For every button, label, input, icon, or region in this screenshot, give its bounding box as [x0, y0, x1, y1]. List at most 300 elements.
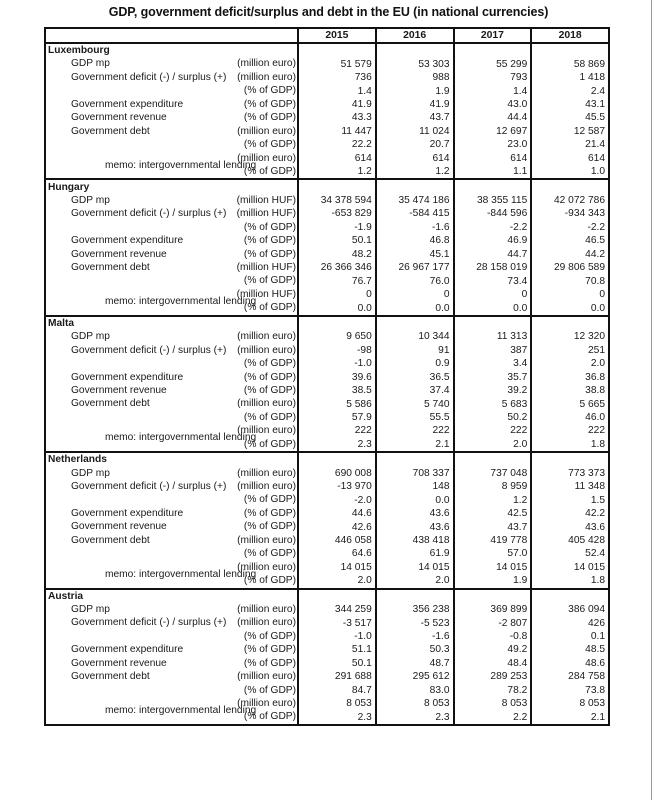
- row-label: memo: intergovernmental lending: [105, 432, 257, 444]
- value-cell: 5 683: [454, 397, 532, 410]
- row-unit: (% of GDP): [243, 657, 296, 669]
- value-cell: 44.2: [531, 248, 609, 261]
- value-cell: 35.7: [454, 371, 532, 384]
- row-label-cell: [45, 165, 298, 179]
- value-cell: 2.3: [376, 710, 454, 724]
- table-row: [45, 507, 609, 520]
- value-cell: 45.1: [376, 248, 454, 261]
- row-label: Government debt: [71, 125, 150, 137]
- value-cell: 78.2: [454, 684, 532, 697]
- value-cell: 51.1: [298, 643, 376, 656]
- value-cell: 43.6: [376, 507, 454, 520]
- value-cell: 39.2: [454, 384, 532, 397]
- empty-cell: [531, 43, 609, 57]
- value-cell: -1.0: [298, 630, 376, 643]
- row-label-cell: [45, 574, 298, 588]
- value-cell: 690 008: [298, 467, 376, 480]
- table-row: [45, 630, 609, 643]
- value-cell: 11 313: [454, 330, 532, 343]
- header-label-cell: [45, 28, 298, 43]
- row-unit: (% of GDP): [243, 630, 296, 642]
- row-label-cell: [45, 438, 298, 452]
- row-label: memo: intergovernmental lending: [105, 159, 257, 171]
- value-cell: 11 447: [298, 125, 376, 138]
- page-title: GDP, government deficit/surplus and debt in the EU (in national currencies): [108, 5, 549, 19]
- row-label: Government deficit (-) / surplus (+): [71, 71, 227, 83]
- row-label-cell: [45, 357, 298, 370]
- table-row: [45, 480, 609, 493]
- row-label-cell: [45, 520, 298, 533]
- table-row: [45, 493, 609, 506]
- empty-cell: [376, 43, 454, 57]
- country-name: Austria: [48, 590, 84, 602]
- value-cell: 9 650: [298, 330, 376, 343]
- value-cell: 43.3: [298, 111, 376, 124]
- value-cell: 38 355 115: [454, 194, 532, 207]
- row-label: Government debt: [71, 534, 150, 546]
- value-cell: 50.2: [454, 411, 532, 424]
- value-cell: 73.8: [531, 684, 609, 697]
- row-label: GDP mp: [71, 58, 110, 70]
- row-label-cell: [45, 344, 298, 357]
- country-row: [45, 43, 609, 57]
- country-section: [45, 179, 609, 315]
- value-cell: 8 053: [376, 697, 454, 710]
- value-cell: 41.9: [376, 98, 454, 111]
- value-cell: 426: [531, 616, 609, 629]
- row-unit: (million euro): [237, 152, 296, 164]
- value-cell: 0.0: [376, 301, 454, 315]
- table-row: [45, 467, 609, 480]
- row-unit: (million euro): [237, 425, 296, 437]
- value-cell: 36.5: [376, 371, 454, 384]
- value-cell: -653 829: [298, 207, 376, 220]
- row-unit: (% of GDP): [243, 711, 296, 723]
- value-cell: 14 015: [454, 561, 532, 574]
- value-cell: 1.1: [454, 165, 532, 179]
- value-cell: 1.2: [376, 165, 454, 179]
- value-cell: -5 523: [376, 616, 454, 629]
- row-label: GDP mp: [71, 467, 110, 479]
- value-cell: 73.4: [454, 274, 532, 287]
- empty-cell: [454, 316, 532, 330]
- row-unit: (million euro): [237, 58, 296, 70]
- row-label-cell: [45, 411, 298, 424]
- row-label-cell: [45, 670, 298, 683]
- value-cell: 222: [298, 424, 376, 437]
- value-cell: 2.0: [454, 438, 532, 452]
- table-row: [45, 616, 609, 629]
- row-unit: (million HUF): [236, 288, 296, 300]
- row-label: Government expenditure: [71, 235, 184, 247]
- row-unit: (% of GDP): [243, 248, 296, 260]
- value-cell: 11 024: [376, 125, 454, 138]
- empty-cell: [298, 316, 376, 330]
- table-row: [45, 234, 609, 247]
- table-row: [45, 301, 609, 315]
- value-cell: 793: [454, 71, 532, 84]
- row-label-cell: [45, 616, 298, 629]
- value-cell: 84.7: [298, 684, 376, 697]
- value-cell: 51 579: [298, 57, 376, 70]
- country-section: [45, 43, 609, 179]
- value-cell: -2.2: [531, 221, 609, 234]
- table-row: [45, 344, 609, 357]
- value-cell: 387: [454, 344, 532, 357]
- empty-cell: [531, 452, 609, 466]
- value-cell: 438 418: [376, 534, 454, 547]
- row-label: Government revenue: [71, 521, 167, 533]
- empty-cell: [531, 589, 609, 603]
- row-label-cell: [45, 138, 298, 151]
- row-label: Government deficit (-) / surplus (+): [71, 344, 227, 356]
- table-row: [45, 221, 609, 234]
- value-cell: 46.5: [531, 234, 609, 247]
- table-row: [45, 684, 609, 697]
- value-cell: 91: [376, 344, 454, 357]
- table-row: [45, 710, 609, 724]
- country-row: [45, 316, 609, 330]
- value-cell: 20.7: [376, 138, 454, 151]
- row-unit: (% of GDP): [243, 438, 296, 450]
- value-cell: 5 665: [531, 397, 609, 410]
- row-label-cell: [45, 547, 298, 560]
- value-cell: 2.0: [376, 574, 454, 588]
- row-label: GDP mp: [71, 331, 110, 343]
- row-label-cell: [45, 261, 298, 274]
- value-cell: -3 517: [298, 616, 376, 629]
- table-row: [45, 411, 609, 424]
- value-cell: 12 697: [454, 125, 532, 138]
- value-cell: 14 015: [376, 561, 454, 574]
- value-cell: 34 378 594: [298, 194, 376, 207]
- value-cell: 5 740: [376, 397, 454, 410]
- value-cell: 284 758: [531, 670, 609, 683]
- value-cell: 29 806 589: [531, 261, 609, 274]
- row-unit: (% of GDP): [243, 494, 296, 506]
- value-cell: 35 474 186: [376, 194, 454, 207]
- row-label: memo: intergovernmental lending: [105, 705, 257, 716]
- value-cell: 83.0: [376, 684, 454, 697]
- value-cell: -0.8: [454, 630, 532, 643]
- table-row: [45, 98, 609, 111]
- table-row: [45, 371, 609, 384]
- value-cell: 48.6: [531, 657, 609, 670]
- country-name: Malta: [48, 317, 75, 329]
- row-unit: (% of GDP): [243, 521, 296, 533]
- row-unit: (% of GDP): [243, 507, 296, 519]
- value-cell: 36.8: [531, 371, 609, 384]
- value-cell: 55 299: [454, 57, 532, 70]
- value-cell: 289 253: [454, 670, 532, 683]
- row-label-cell: [45, 467, 298, 480]
- value-cell: -2 807: [454, 616, 532, 629]
- empty-cell: [298, 179, 376, 193]
- year-header: 2017: [454, 28, 532, 43]
- value-cell: 0: [298, 288, 376, 301]
- row-unit: (million euro): [237, 398, 296, 410]
- row-label-cell: [45, 274, 298, 287]
- row-label: Government revenue: [71, 112, 167, 124]
- value-cell: 708 337: [376, 467, 454, 480]
- value-cell: 1.0: [531, 165, 609, 179]
- row-label-cell: [45, 480, 298, 493]
- value-cell: 14 015: [298, 561, 376, 574]
- value-cell: 2.1: [531, 710, 609, 724]
- row-unit: (% of GDP): [243, 275, 296, 287]
- value-cell: 44.6: [298, 507, 376, 520]
- value-cell: 46.0: [531, 411, 609, 424]
- value-cell: 57.0: [454, 547, 532, 560]
- row-unit: (% of GDP): [243, 575, 296, 587]
- table-row: [45, 125, 609, 138]
- row-unit: (million euro): [237, 561, 296, 573]
- value-cell: -1.6: [376, 630, 454, 643]
- table-row: [45, 111, 609, 124]
- row-label: Government debt: [71, 262, 150, 273]
- empty-cell: [531, 316, 609, 330]
- row-unit: (% of GDP): [243, 139, 296, 151]
- row-unit: (million euro): [237, 603, 296, 615]
- empty-cell: [454, 43, 532, 57]
- row-unit: (million euro): [237, 698, 296, 709]
- value-cell: 48.5: [531, 643, 609, 656]
- value-cell: 76.7: [298, 274, 376, 287]
- row-label-cell: [45, 710, 298, 724]
- value-cell: 614: [454, 152, 532, 165]
- row-label-cell: [45, 397, 298, 410]
- value-cell: 23.0: [454, 138, 532, 151]
- row-label: Government expenditure: [71, 371, 184, 383]
- value-cell: 8 959: [454, 480, 532, 493]
- country-row: [45, 179, 609, 193]
- row-unit: (% of GDP): [243, 644, 296, 656]
- value-cell: 46.9: [454, 234, 532, 247]
- year-header: 2016: [376, 28, 454, 43]
- row-unit: (% of GDP): [243, 165, 296, 177]
- value-cell: 21.4: [531, 138, 609, 151]
- table-row: [45, 603, 609, 616]
- value-cell: 1.4: [454, 84, 532, 97]
- value-cell: 356 238: [376, 603, 454, 616]
- row-unit: (% of GDP): [243, 384, 296, 396]
- row-unit: (% of GDP): [243, 85, 296, 97]
- header-row: [45, 28, 609, 43]
- value-cell: 2.3: [298, 438, 376, 452]
- row-label: Government revenue: [71, 248, 167, 260]
- value-cell: 369 899: [454, 603, 532, 616]
- row-label-cell: [45, 384, 298, 397]
- value-cell: 737 048: [454, 467, 532, 480]
- value-cell: 48.2: [298, 248, 376, 261]
- empty-cell: [454, 179, 532, 193]
- value-cell: 43.6: [376, 520, 454, 533]
- table-row: [45, 57, 609, 70]
- row-label-cell: [45, 657, 298, 670]
- table-row: [45, 643, 609, 656]
- value-cell: 773 373: [531, 467, 609, 480]
- value-cell: 8 053: [531, 697, 609, 710]
- value-cell: 222: [454, 424, 532, 437]
- value-cell: 11 348: [531, 480, 609, 493]
- row-label-cell: [45, 330, 298, 343]
- value-cell: 2.3: [298, 710, 376, 724]
- value-cell: 48.7: [376, 657, 454, 670]
- value-cell: 58 869: [531, 57, 609, 70]
- value-cell: 43.7: [454, 520, 532, 533]
- value-cell: 12 320: [531, 330, 609, 343]
- value-cell: 8 053: [298, 697, 376, 710]
- value-cell: 1.9: [454, 574, 532, 588]
- value-cell: 222: [376, 424, 454, 437]
- value-cell: 2.4: [531, 84, 609, 97]
- value-cell: 614: [531, 152, 609, 165]
- empty-cell: [531, 179, 609, 193]
- value-cell: 0: [376, 288, 454, 301]
- value-cell: 39.6: [298, 371, 376, 384]
- table-row: [45, 697, 609, 710]
- value-cell: 405 428: [531, 534, 609, 547]
- value-cell: 26 366 346: [298, 261, 376, 274]
- table-row: [45, 152, 609, 165]
- row-label-cell: [45, 643, 298, 656]
- row-label-cell: [45, 630, 298, 643]
- value-cell: 2.1: [376, 438, 454, 452]
- row-label: Government expenditure: [71, 98, 184, 110]
- value-cell: 1.8: [531, 438, 609, 452]
- row-label-cell: [45, 125, 298, 138]
- country-section: [45, 316, 609, 452]
- value-cell: 3.4: [454, 357, 532, 370]
- value-cell: 42.2: [531, 507, 609, 520]
- value-cell: -934 343: [531, 207, 609, 220]
- value-cell: 50.3: [376, 643, 454, 656]
- value-cell: -98: [298, 344, 376, 357]
- row-unit: (million euro): [237, 617, 296, 629]
- row-label: GDP mp: [71, 194, 110, 206]
- value-cell: 38.8: [531, 384, 609, 397]
- value-cell: 57.9: [298, 411, 376, 424]
- row-label-cell: [45, 98, 298, 111]
- table-row: [45, 424, 609, 437]
- row-unit: (% of GDP): [243, 371, 296, 383]
- value-cell: 14 015: [531, 561, 609, 574]
- value-cell: -584 415: [376, 207, 454, 220]
- value-cell: 45.5: [531, 111, 609, 124]
- value-cell: 0.0: [298, 301, 376, 315]
- value-cell: 53 303: [376, 57, 454, 70]
- table-row: [45, 194, 609, 207]
- value-cell: 12 587: [531, 125, 609, 138]
- value-cell: 52.4: [531, 547, 609, 560]
- value-cell: 386 094: [531, 603, 609, 616]
- row-label-cell: [45, 194, 298, 207]
- value-cell: 37.4: [376, 384, 454, 397]
- row-label: Government debt: [71, 671, 150, 683]
- value-cell: 42.6: [298, 520, 376, 533]
- value-cell: 55.5: [376, 411, 454, 424]
- value-cell: 614: [298, 152, 376, 165]
- value-cell: -2.0: [298, 493, 376, 506]
- table-row: [45, 534, 609, 547]
- row-label: memo: intergovernmental lending: [105, 295, 257, 307]
- row-unit: (million HUF): [236, 208, 296, 220]
- table-row: [45, 261, 609, 274]
- row-unit: (million HUF): [236, 194, 296, 206]
- value-cell: 251: [531, 344, 609, 357]
- value-cell: 10 344: [376, 330, 454, 343]
- row-label-cell: [45, 697, 298, 716]
- empty-cell: [376, 179, 454, 193]
- value-cell: 41.9: [298, 98, 376, 111]
- row-unit: (% of GDP): [243, 411, 296, 423]
- table-row: [45, 84, 609, 97]
- row-unit: (% of GDP): [243, 302, 296, 314]
- value-cell: 446 058: [298, 534, 376, 547]
- row-label-cell: [45, 561, 298, 580]
- table-row: [45, 330, 609, 343]
- table-row: [45, 397, 609, 410]
- value-cell: 44.4: [454, 111, 532, 124]
- value-cell: 42.5: [454, 507, 532, 520]
- value-cell: -1.0: [298, 357, 376, 370]
- row-label-cell: [45, 71, 298, 84]
- empty-cell: [298, 452, 376, 466]
- value-cell: 46.8: [376, 234, 454, 247]
- country-section: [45, 589, 609, 725]
- row-label-cell: [45, 603, 298, 616]
- year-header: 2018: [531, 28, 609, 43]
- value-cell: 43.7: [376, 111, 454, 124]
- value-cell: 295 612: [376, 670, 454, 683]
- table-row: [45, 670, 609, 683]
- value-cell: 0.1: [531, 630, 609, 643]
- value-cell: 26 967 177: [376, 261, 454, 274]
- value-cell: 1 418: [531, 71, 609, 84]
- value-cell: 28 158 019: [454, 261, 532, 274]
- row-unit: (% of GDP): [243, 235, 296, 247]
- row-label-cell: [45, 234, 298, 247]
- table-row: [45, 71, 609, 84]
- value-cell: 291 688: [298, 670, 376, 683]
- value-cell: -1.9: [298, 221, 376, 234]
- empty-cell: [454, 452, 532, 466]
- country-section: [45, 452, 609, 588]
- country-name: Luxembourg: [48, 45, 110, 57]
- table-row: [45, 520, 609, 533]
- row-label-cell: [45, 684, 298, 697]
- value-cell: 43.6: [531, 520, 609, 533]
- value-cell: -13 970: [298, 480, 376, 493]
- value-cell: 0.0: [454, 301, 532, 315]
- value-cell: 1.2: [454, 493, 532, 506]
- table-row: [45, 657, 609, 670]
- value-cell: 43.1: [531, 98, 609, 111]
- country-row: [45, 452, 609, 466]
- value-cell: 148: [376, 480, 454, 493]
- row-label-cell: [45, 84, 298, 97]
- country-name: Hungary: [48, 181, 90, 193]
- row-unit: (million euro): [237, 467, 296, 479]
- table-row: [45, 165, 609, 179]
- value-cell: 44.7: [454, 248, 532, 261]
- value-cell: 42 072 786: [531, 194, 609, 207]
- row-label-cell: [45, 288, 298, 307]
- value-cell: 614: [376, 152, 454, 165]
- row-label: GDP mp: [71, 603, 110, 615]
- empty-cell: [376, 589, 454, 603]
- table-row: [45, 274, 609, 287]
